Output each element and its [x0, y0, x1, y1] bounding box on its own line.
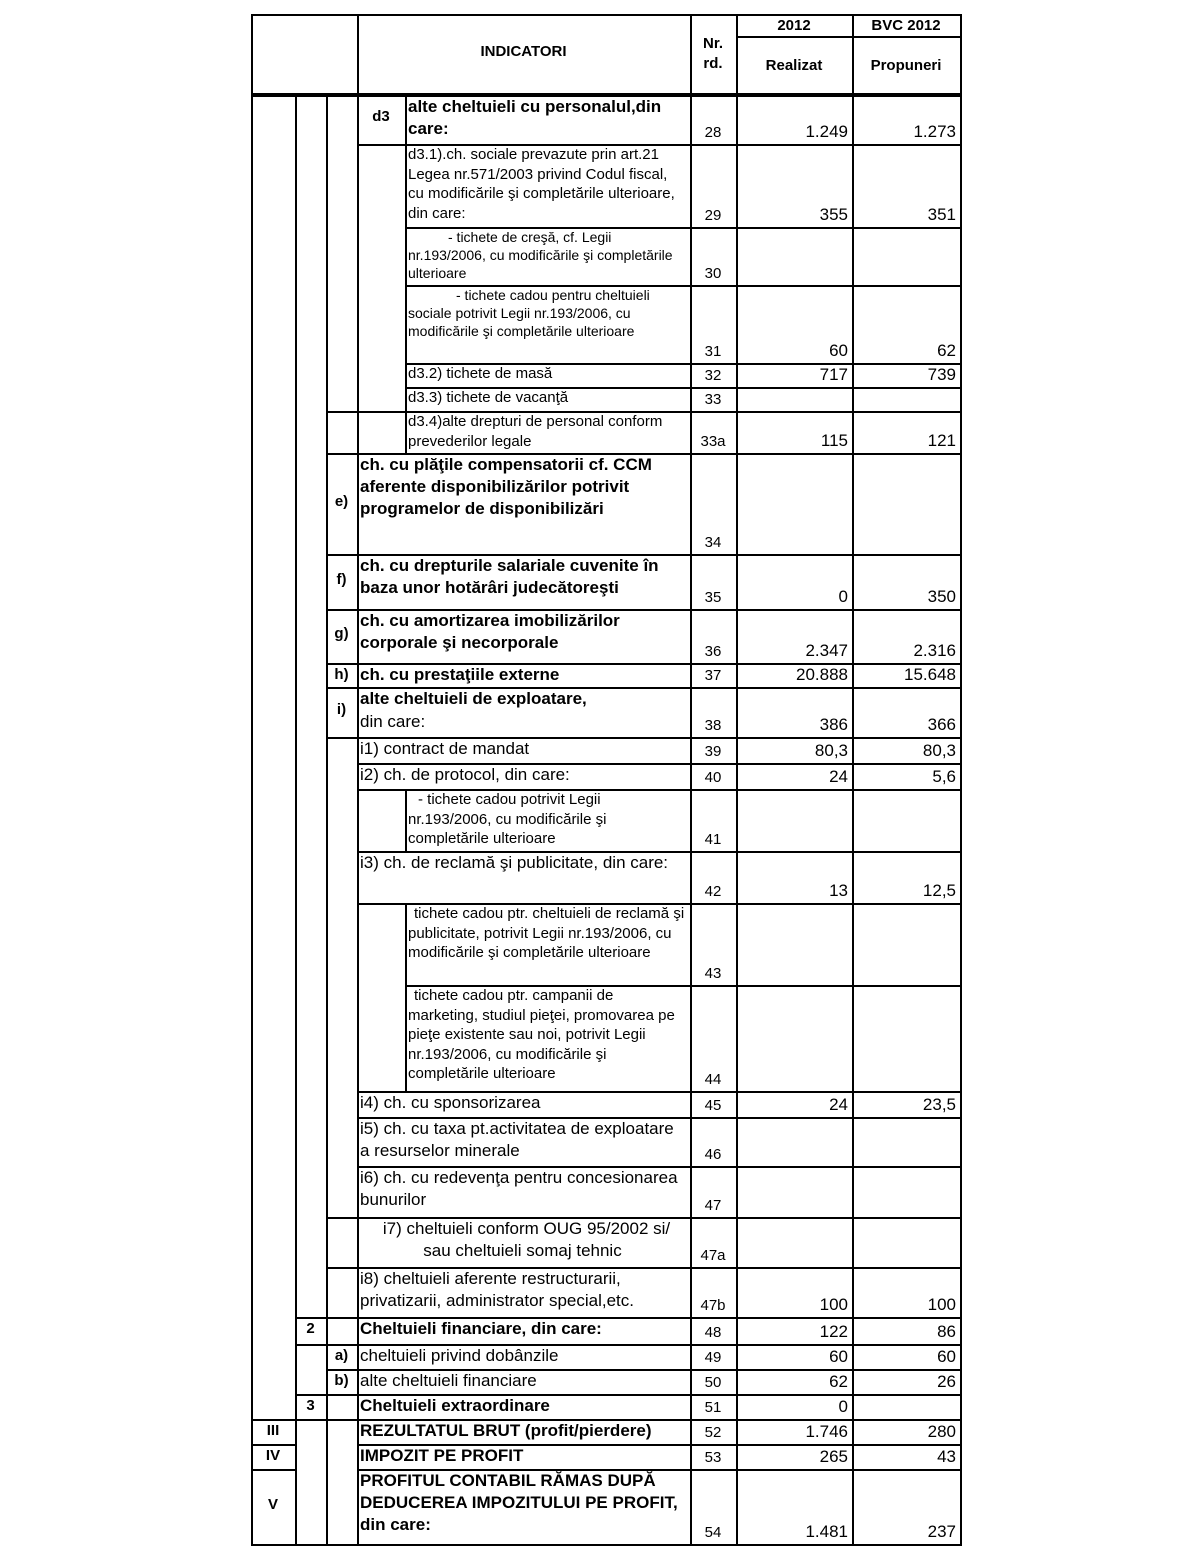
indent-cell — [357, 411, 407, 455]
header-propuneri-label: Propuneri — [870, 57, 942, 74]
indent-cell — [326, 411, 359, 455]
row-nr: 28 — [704, 124, 722, 141]
row-nr: 52 — [704, 1424, 722, 1441]
row-propuneri-cell — [852, 903, 962, 987]
row-propuneri-cell — [852, 985, 962, 1093]
row-label: - tichete de creşă, cf. Legii nr.193/2006, cu modificările şi completările ulterioare — [408, 229, 673, 282]
row-label: d3.4)alte drepturi de personal conform prevederilor legale — [408, 413, 663, 450]
row-propuneri: 86 — [937, 1322, 956, 1341]
row-nr: 46 — [704, 1146, 722, 1163]
row-realizat: 355 — [819, 205, 848, 224]
row-propuneri: 23,5 — [922, 1095, 956, 1114]
row-nr: 31 — [704, 343, 722, 360]
row-realizat: 386 — [819, 715, 848, 734]
row-realizat-cell — [736, 227, 854, 287]
header-year-label: 2012 — [777, 17, 811, 34]
row-propuneri: 121 — [927, 431, 956, 450]
row-realizat: 80,3 — [814, 741, 848, 760]
row-realizat-cell — [736, 1166, 854, 1219]
row-propuneri: 237 — [927, 1522, 956, 1541]
row-label: cheltuieli privind dobânzile — [360, 1346, 559, 1365]
row-code: a) — [334, 1347, 349, 1364]
row-propuneri-cell — [852, 387, 962, 413]
row-nr: 36 — [704, 643, 722, 660]
row-realizat: 1.746 — [805, 1422, 848, 1441]
row-realizat: 60 — [829, 1347, 848, 1366]
row-label: ch. cu prestaţiile externe — [360, 665, 560, 684]
row-propuneri: 60 — [937, 1347, 956, 1366]
row-nr: 50 — [704, 1374, 722, 1391]
row-label-cont: din care: — [360, 712, 426, 731]
row-propuneri-cell — [852, 1217, 962, 1269]
row-nr: 33a — [700, 433, 726, 450]
row-code: h) — [334, 666, 349, 683]
indent-cell — [357, 144, 407, 413]
row-realizat: 13 — [829, 881, 848, 900]
row-nr: 33 — [704, 391, 722, 408]
row-label: tichete cadou ptr. cheltuieli de reclamă şi publicitate, potrivit Legii nr.193/2006, cu modificările şi completările ulterioare — [408, 905, 685, 961]
row-propuneri: 280 — [927, 1422, 956, 1441]
row-realizat: 20.888 — [796, 665, 848, 684]
row-label: ch. cu plăţile compensatorii cf. CCM aferente disponibilizărilor potrivit programelor de disponibilizări — [360, 455, 652, 519]
row-propuneri-cell — [852, 453, 962, 556]
row-realizat: 24 — [829, 1095, 848, 1114]
indent-cell — [326, 1419, 359, 1546]
row-nr: 49 — [704, 1349, 722, 1366]
row-code: III — [266, 1422, 280, 1439]
indent-cell — [326, 1217, 359, 1269]
row-realizat-cell — [736, 453, 854, 556]
row-nr: 37 — [704, 667, 722, 684]
row-nr: 35 — [704, 589, 722, 606]
row-code: b) — [334, 1372, 349, 1389]
row-propuneri: 1.273 — [913, 122, 956, 141]
row-code: f) — [336, 570, 347, 588]
row-realizat-cell — [736, 1117, 854, 1168]
indent-cell — [326, 1267, 359, 1319]
indent-cell — [295, 95, 328, 1319]
row-label: tichete cadou ptr. campanii de marketing, studiul pieţei, promovarea pe pieţe existente sau noi, potrivit Legii nr.193/2006, cu modificările şi completările ulterioare — [408, 987, 675, 1082]
row-nr: 40 — [704, 769, 722, 786]
row-label: alte cheltuieli cu personalul,din care: — [408, 97, 662, 139]
row-propuneri: 15.648 — [904, 665, 956, 684]
indent-cell — [357, 789, 407, 853]
row-label: IMPOZIT PE PROFIT — [360, 1446, 524, 1465]
indent-cell — [251, 95, 297, 1421]
row-propuneri: 2.316 — [913, 641, 956, 660]
row-nr: 29 — [704, 207, 722, 224]
row-code: i) — [336, 701, 347, 718]
row-nr: 44 — [704, 1071, 722, 1088]
row-realizat: 2.347 — [805, 641, 848, 660]
row-propuneri: 350 — [927, 587, 956, 606]
row-nr: 38 — [704, 717, 722, 734]
row-label: d3.2) tichete de masă — [408, 365, 553, 382]
row-label: - tichete cadou potrivit Legii nr.193/2006, cu modificările şi completările ulterioare — [408, 791, 607, 847]
row-nr: 47 — [704, 1197, 722, 1214]
row-label: ch. cu drepturile salariale cuvenite în baza unor hotărâri judecătoreşti — [360, 556, 659, 598]
row-label: i6) ch. cu redevenţa pentru concesionarea bunurilor — [360, 1168, 678, 1210]
row-propuneri-cell — [852, 1166, 962, 1219]
header-blank — [251, 14, 359, 95]
row-realizat-cell — [736, 985, 854, 1093]
indent-cell — [295, 1344, 328, 1396]
row-realizat: 265 — [819, 1447, 848, 1466]
row-propuneri: 366 — [927, 715, 956, 734]
header-realizat-label: Realizat — [765, 57, 823, 74]
row-nr: 47a — [700, 1247, 726, 1264]
row-propuneri: 43 — [937, 1447, 956, 1466]
row-nr: 54 — [704, 1524, 722, 1541]
row-nr: 45 — [704, 1097, 722, 1114]
row-realizat: 115 — [820, 431, 848, 450]
row-code: IV — [265, 1447, 281, 1464]
row-propuneri: 62 — [937, 341, 956, 360]
row-code: e) — [334, 492, 349, 510]
row-realizat: 60 — [829, 341, 848, 360]
row-propuneri: 351 — [927, 205, 956, 224]
row-nr: 53 — [704, 1449, 722, 1466]
row-label: i8) cheltuieli aferente restructurarii, privatizarii, administrator special,etc. — [360, 1269, 634, 1311]
indent-cell — [326, 95, 359, 413]
row-label: i4) ch. cu sponsorizarea — [360, 1093, 541, 1112]
row-label: d3.3) tichete de vacanţă — [408, 389, 569, 406]
row-label: i5) ch. cu taxa pt.activitatea de exploatare a resurselor minerale — [360, 1119, 674, 1161]
row-label: REZULTATUL BRUT (profit/pierdere) — [360, 1421, 652, 1440]
indent-cell — [326, 1394, 359, 1421]
row-label: i1) contract de mandat — [360, 739, 530, 758]
row-nr: 34 — [704, 534, 722, 551]
row-realizat-cell — [736, 789, 854, 853]
row-propuneri-cell — [852, 227, 962, 287]
row-realizat: 1.249 — [805, 122, 848, 141]
row-propuneri-cell — [852, 1394, 962, 1421]
indent-cell — [357, 903, 407, 1093]
row-nr: 30 — [704, 265, 722, 282]
row-label: PROFITUL CONTABIL RĂMAS DUPĂ DEDUCEREA IMPOZITULUI PE PROFIT, din care: — [360, 1471, 678, 1535]
row-realizat: 0 — [838, 587, 848, 606]
row-realizat-cell — [736, 387, 854, 413]
row-propuneri: 739 — [927, 365, 956, 384]
row-label: d3.1).ch. sociale prevazute prin art.21 Legea nr.571/2003 privind Codul fiscal, cu modificările şi completările ulterioare, din care: — [408, 146, 675, 222]
row-label: i2) ch. de protocol, din care: — [360, 765, 570, 784]
row-nr: 47b — [700, 1297, 726, 1314]
row-propuneri-cell — [852, 789, 962, 853]
row-nr: 32 — [704, 367, 722, 384]
row-realizat-cell — [736, 903, 854, 987]
row-nr: 48 — [704, 1324, 722, 1341]
row-realizat: 122 — [819, 1322, 848, 1341]
row-nr: 51 — [704, 1399, 722, 1416]
row-realizat: 0 — [838, 1397, 848, 1416]
row-nr: 42 — [704, 883, 722, 900]
row-realizat: 100 — [819, 1295, 848, 1314]
indent-cell — [326, 737, 359, 1219]
row-propuneri: 80,3 — [922, 741, 956, 760]
row-label: - tichete cadou pentru cheltuieli sociale potrivit Legii nr.193/2006, cu modificările şi completările ulterioare — [408, 287, 650, 340]
row-label: i7) cheltuieli conform OUG 95/2002 si/ sau cheltuieli somaj tehnic — [382, 1219, 671, 1261]
row-label: alte cheltuieli financiare — [360, 1371, 537, 1390]
row-propuneri: 5,6 — [932, 767, 956, 786]
row-code: 3 — [306, 1397, 315, 1414]
row-label: i3) ch. de reclamă şi publicitate, din care: — [360, 853, 669, 872]
row-nr: 43 — [704, 965, 722, 982]
header-indicatori-label: INDICATORI — [480, 43, 567, 60]
row-nr: 39 — [704, 743, 722, 760]
row-nr: 41 — [704, 831, 722, 848]
row-propuneri: 12,5 — [922, 881, 956, 900]
row-label: Cheltuieli financiare, din care: — [360, 1319, 602, 1338]
row-label: alte cheltuieli de exploatare, — [360, 689, 587, 708]
row-realizat: 24 — [829, 767, 848, 786]
row-realizat-cell — [736, 1217, 854, 1269]
row-code: 2 — [306, 1320, 315, 1337]
row-label: Cheltuieli extraordinare — [360, 1396, 550, 1415]
indent-cell — [326, 1317, 359, 1346]
row-realizat: 62 — [829, 1372, 848, 1391]
row-propuneri: 100 — [927, 1295, 956, 1314]
row-propuneri: 26 — [937, 1372, 956, 1391]
row-code: d3 — [372, 108, 390, 125]
header-bvc-label: BVC 2012 — [871, 17, 941, 34]
row-label: ch. cu amortizarea imobilizărilor corporale şi necorporale — [360, 611, 620, 653]
row-realizat: 717 — [819, 365, 848, 384]
row-propuneri-cell — [852, 1117, 962, 1168]
row-code: V — [267, 1495, 278, 1513]
row-code: g) — [334, 625, 349, 642]
header-nr-label: Nr. rd. — [702, 35, 723, 72]
indent-cell — [295, 1419, 328, 1546]
row-realizat: 1.481 — [805, 1522, 848, 1541]
